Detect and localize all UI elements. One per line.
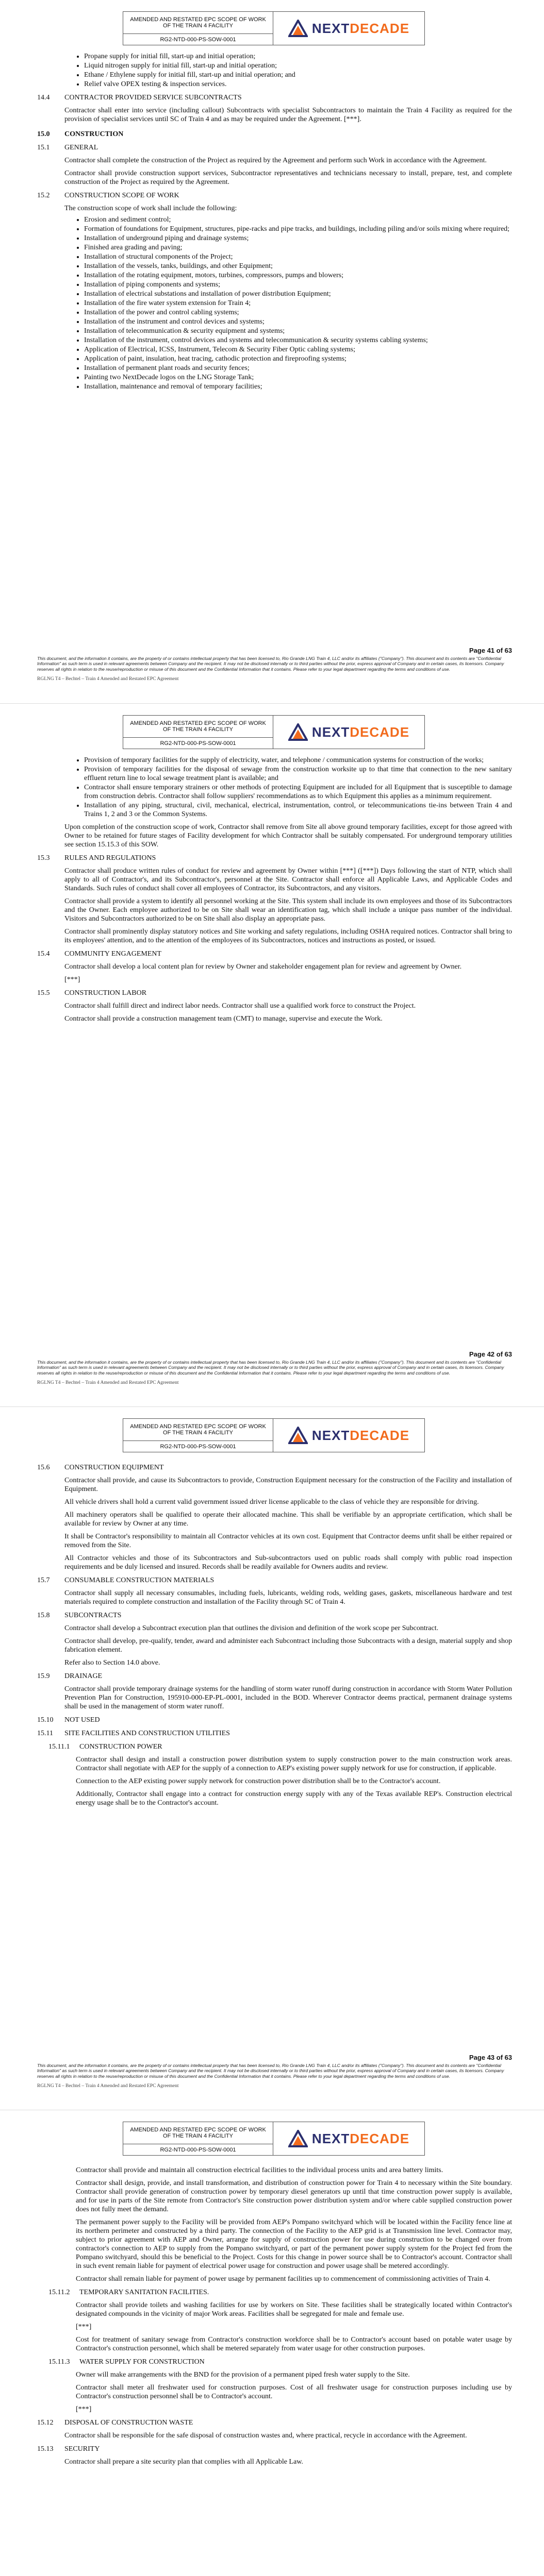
paragraph: Contractor shall develop a Subcontract execution plan that outlines the division and definition of the work scope per Subcontract. bbox=[64, 1624, 439, 1632]
bullet-item: • Installation of the vessels, tanks, buildings, and other Equipment; bbox=[84, 262, 512, 270]
section-title: SUBCONTRACTS bbox=[64, 1612, 122, 1619]
section-number: 15.6 bbox=[37, 1464, 50, 1471]
page-body bbox=[37, 755, 512, 1023]
page-header bbox=[123, 11, 425, 45]
company-logo bbox=[273, 2122, 424, 2155]
section-title: GENERAL bbox=[64, 144, 98, 151]
section-heading bbox=[37, 1672, 512, 1681]
bullet-item: • Installation of structural components of the Project; bbox=[84, 252, 512, 261]
bullet-item: • Installation of any piping, structural, civil, mechanical, electrical, instrumentation, control, or telecommunications tie-ins between Train 4 and Trains 1, 2 and 3 or the Common Systems. bbox=[84, 801, 512, 819]
bullet-item: • Liquid nitrogen supply for initial fill, start-up and initial operation; bbox=[84, 61, 512, 70]
section-title: NOT USED bbox=[64, 1716, 100, 1724]
paragraph: Contractor shall provide temporary drainage systems for the handling of storm water runoff during construction in accordance with Storm Water Pollution Prevention Plan for Construction, 195910-000-EP-PL-0001, included in the BOD. Wherever Contractor deems practical, permanent drainage systems shall be used in the management of storm water runoff. bbox=[64, 1685, 512, 1710]
section-title: CONTRACTOR PROVIDED SERVICE SUBCONTRACTS bbox=[64, 94, 242, 101]
header-doc-number: RG2-NTD-000-PS-SOW-0001 bbox=[123, 737, 273, 749]
nextdecade-logo-icon bbox=[288, 2130, 308, 2147]
section-heading bbox=[37, 1716, 512, 1724]
section-number: 14.4 bbox=[37, 94, 50, 101]
document-page-3 bbox=[0, 1406, 544, 2110]
company-logo bbox=[273, 12, 424, 45]
page-footer bbox=[37, 2054, 512, 2089]
header-doc-number: RG2-NTD-000-PS-SOW-0001 bbox=[123, 2144, 273, 2155]
paragraph: Contractor shall design, provide, and install transformation, and distribution of construction power for Train 4 to necessary within the Site boundary. Contractor shall provide generation of construction power by temporary diesel generators up until that time construction power supply is available, and for use in parts of the Site remote from Contractor's Site construction power distribution system and/or where cable supplied construction power does not fully meet the demand. bbox=[76, 2179, 512, 2213]
paragraph: Contractor shall provide a system to identify all personnel working at the Site. This system shall include its own employees and those of its Subcontractors and the Owner. Each employee authorized to be on Site shall wear an identification tag, which shall include a unique pass number of the individual. Visitors and Subcontractors authorized to be on Site shall also display an appropriate pass. bbox=[64, 897, 512, 923]
page-header bbox=[123, 2122, 425, 2156]
logo-text-next: NEXT bbox=[311, 2130, 350, 2146]
bullet-item: • Contractor shall ensure temporary strainers or other methods of protecting Equipment are included for all Equipment that is susceptible to damage from construction debris. Contractor shall follow suppliers' recommendations as to which Equipment this applies as a minimum requirement. bbox=[84, 783, 512, 801]
section-title: TEMPORARY SANITATION FACILITIES. bbox=[79, 2289, 209, 2296]
bullet-item: • Installation of the instrument, control devices and systems and telecommunication & security systems cabling systems; bbox=[84, 336, 512, 345]
section-heading bbox=[37, 1463, 512, 1472]
paragraph: Contractor shall enter into service (including callout) Subcontracts with specialist Subcontractors to maintain the Train 4 Facility as required for the provision of specialist services until SC of Train 4 and as may be required under the Agreement. [***]. bbox=[64, 107, 512, 123]
logo-wordmark bbox=[312, 21, 409, 37]
bullet-item: • Installation, maintenance and removal of temporary facilities; bbox=[84, 382, 512, 391]
section-title: SECURITY bbox=[64, 2445, 100, 2453]
section-number: 15.11.1 bbox=[48, 1743, 70, 1751]
page-header bbox=[123, 715, 425, 749]
bullet-item: • Formation of foundations for Equipment, structures, pipe-racks and pipe tracks, and buildings, including piling and/or soils mixing where required; bbox=[84, 225, 512, 233]
header-doc-number: RG2-NTD-000-PS-SOW-0001 bbox=[123, 1440, 273, 1452]
bullet-item: • Finished area grading and paving; bbox=[84, 243, 512, 252]
section-heading bbox=[37, 2445, 512, 2453]
section-title: DRAINAGE bbox=[64, 1672, 103, 1680]
section-title: CONSTRUCTION LABOR bbox=[64, 989, 147, 997]
header-title-line1: AMENDED AND RESTATED EPC SCOPE OF WORK bbox=[130, 2127, 266, 2133]
page-body bbox=[37, 52, 512, 392]
section-heading bbox=[37, 93, 512, 102]
paragraph: Additionally, Contractor shall engage into a contract for construction energy supply with any of the Texas available REP's. Construction electrical energy usage shall be to the Contractor's account. bbox=[76, 1790, 512, 1807]
section-number: 15.5 bbox=[37, 989, 50, 997]
section-heading bbox=[37, 2418, 512, 2427]
agreement-reference: RGLNG T4 – Bechtel – Train 4 Amended and Restated EPC Agreement bbox=[37, 2083, 179, 2089]
logo-text-decade: DECADE bbox=[350, 724, 410, 740]
bullet-item: • Provision of temporary facilities for the supply of electricity, water, and telephone / communication systems for construction of the works; bbox=[84, 756, 512, 765]
bullet-item: • Installation of the fire water system extension for Train 4; bbox=[84, 299, 512, 308]
section-number: 15.11 bbox=[37, 1730, 53, 1737]
logo-text-decade: DECADE bbox=[350, 20, 410, 36]
logo-text-decade: DECADE bbox=[350, 1427, 410, 1443]
bullet-list bbox=[74, 215, 512, 391]
bullet-item: • Relief valve OPEX testing & inspection services. bbox=[84, 80, 512, 89]
section-heading bbox=[37, 1729, 512, 1738]
paragraph: [***] bbox=[76, 2405, 92, 2413]
section-title: COMMUNITY ENGAGEMENT bbox=[64, 950, 162, 958]
nextdecade-logo-icon bbox=[288, 1427, 308, 1444]
logo-text-next: NEXT bbox=[311, 20, 350, 36]
section-title: CONSTRUCTION POWER bbox=[79, 1743, 162, 1751]
bullet-item: • Erosion and sediment control; bbox=[84, 215, 512, 224]
paragraph: [***] bbox=[76, 2323, 92, 2331]
header-title-line1: AMENDED AND RESTATED EPC SCOPE OF WORK bbox=[130, 1423, 266, 1430]
bullet-item: • Installation of telecommunication & security equipment and systems; bbox=[84, 327, 512, 335]
logo-text-next: NEXT bbox=[311, 1427, 350, 1443]
section-number: 15.8 bbox=[37, 1612, 50, 1619]
section-title: SITE FACILITIES AND CONSTRUCTION UTILITIES bbox=[64, 1730, 230, 1737]
paragraph: [***] bbox=[64, 976, 80, 984]
paragraph: Contractor shall provide construction support services, Subcontractor representatives and technicians necessary to install, prepare, test, and complete construction of the Project as required by the Agreement. bbox=[64, 170, 512, 186]
paragraph: The construction scope of work shall include the following: bbox=[64, 205, 237, 212]
section-number: 15.11.3 bbox=[48, 2358, 70, 2366]
subsection-heading bbox=[48, 1742, 512, 1751]
bullet-item: • Application of paint, insulation, heat tracing, cathodic protection and fireproofing systems; bbox=[84, 354, 512, 363]
header-title-block bbox=[123, 12, 273, 45]
bullet-item: • Provision of temporary facilities for the disposal of sewage from the construction worksite up to that time that connection to the new sanitary effluent return line to local sewage treatment plant is available; and bbox=[84, 765, 512, 783]
paragraph: The permanent power supply to the Facility will be provided from AEP's Pompano switchyard which will be located within the Facility fence line at its northern perimeter and constructed by a third party. The connection of the Facility to the AEP grid is at Transmission line level. Contractor may, subject to prior agreement with AEP and Owner, arrange for supply of construction power for use during construction to be changed over from contractor's connection to AEP to supply from the Pompano switchyard, or part of the permanent power supply system for the Project fed from the Pompano switchyard, should this be beneficial to the Project. Costs for this change in power source shall be to Contractor's account. Contractor shall in such event remain liable for payment of electrical power usage for construction and power usage shall be metered accordingly. bbox=[76, 2218, 512, 2270]
logo-text-decade: DECADE bbox=[350, 2130, 410, 2146]
header-title-line1: AMENDED AND RESTATED EPC SCOPE OF WORK bbox=[130, 16, 266, 23]
page-footer bbox=[37, 647, 512, 682]
header-title bbox=[123, 12, 273, 33]
paragraph: Refer also to Section 14.0 above. bbox=[64, 1659, 160, 1667]
bullet-item: • Installation of the rotating equipment, motors, turbines, compressors, pumps and blowers; bbox=[84, 271, 512, 280]
paragraph: It shall be Contractor's responsibility to maintain all Contractor vehicles at its own cost. Equipment that Contractor deems unfit shall be either repaired or removed from the Site. bbox=[64, 1533, 512, 1549]
section-number: 15.4 bbox=[37, 950, 50, 958]
bullet-item: • Installation of electrical substations and installation of power distribution Equipment; bbox=[84, 290, 512, 298]
paragraph: Contractor shall prepare a site security plan that complies with all Applicable Law. bbox=[64, 2458, 303, 2466]
section-number: 15.11.2 bbox=[48, 2289, 70, 2296]
header-title-line1: AMENDED AND RESTATED EPC SCOPE OF WORK bbox=[130, 720, 266, 726]
paragraph: Upon completion of the construction scope of work, Contractor shall remove from Site all above ground temporary facilities, except for those agreed with Owner to be retained for future stages of Facility development for which Contractor shall be suitably compensated. For underground temporary utilities see section 15.15.3 of this SOW. bbox=[64, 823, 512, 849]
page-body bbox=[37, 1459, 512, 1807]
section-title: CONSTRUCTION EQUIPMENT bbox=[64, 1464, 164, 1471]
paragraph: All Contractor vehicles and those of its Subcontractors and Sub-subcontractors used on public roads shall comply with public road inspection requirements and be duly licensed and insured. Records shall be readily available for Owners audits and review. bbox=[64, 1554, 512, 1571]
confidentiality-notice: This document, and the information it contains, are the property of or contains intellectual property that has been licensed to, Rio Grande LNG Train 4, LLC and/or its affiliates ("Company"). This document and its contents are "Confidential Information" as such term is used in relevant agreements between Company and the recipient. It may not be disclosed internally or to third parties without the prior, express approval of Company and in certain cases, its licensors. Company reserves all rights in relation to the reuse/reproduction or misuse of this document and the Confidential Information that it contains. Please refer to your legal department regarding the terms and conditions of use. bbox=[37, 2063, 504, 2079]
header-title-line2: OF THE TRAIN 4 FACILITY bbox=[163, 2133, 233, 2139]
section-heading bbox=[37, 130, 512, 139]
nextdecade-logo-icon bbox=[288, 723, 308, 741]
document-page-2 bbox=[0, 703, 544, 1406]
section-heading bbox=[37, 950, 512, 958]
paragraph: Contractor shall meter all freshwater used for construction purposes. Cost of all freshwater usage for construction purposes including use by Contractor's construction personnel shall be to Contractor's account. bbox=[76, 2384, 512, 2400]
bullet-item: • Installation of underground piping and drainage systems; bbox=[84, 234, 512, 243]
logo-wordmark bbox=[312, 724, 409, 740]
confidentiality-notice: This document, and the information it contains, are the property of or contains intellectual property that has been licensed to, Rio Grande LNG Train 4, LLC and/or its affiliates ("Company"). This document and its contents are "Confidential Information" as such term is used in relevant agreements between Company and the recipient. It may not be disclosed internally or to third parties without the prior, express approval of Company and in certain cases, its licensors. Company reserves all rights in relation to the reuse/reproduction or misuse of this document and the Confidential Information that it contains. Please refer to your legal department regarding the terms and conditions of use. bbox=[37, 1360, 504, 1376]
page-number: Page 43 of 63 bbox=[469, 2054, 512, 2061]
section-title: DISPOSAL OF CONSTRUCTION WASTE bbox=[64, 2419, 193, 2427]
paragraph: Contractor shall prominently display statutory notices and Site working and safety regulations, including OSHA required notices. Contractor shall bring to its employees' attention, and to the attention of the employees of its Subcontractors, notices and instructions as posted, or issued. bbox=[64, 928, 512, 944]
nextdecade-logo-icon bbox=[288, 20, 308, 37]
section-heading bbox=[37, 191, 512, 200]
section-heading bbox=[37, 143, 512, 152]
section-heading bbox=[37, 1611, 512, 1620]
paragraph: Contractor shall provide, and cause its Subcontractors to provide, Construction Equipment necessary for the construction of the Facility and installation of Equipment. bbox=[64, 1477, 512, 1493]
bullet-item: • Installation of the power and control cabling systems; bbox=[84, 308, 512, 317]
agreement-reference: RGLNG T4 – Bechtel – Train 4 Amended and Restated EPC Agreement bbox=[37, 1380, 179, 1386]
section-title: CONSTRUCTION bbox=[64, 130, 124, 138]
header-title bbox=[123, 2122, 273, 2144]
paragraph: Contractor shall complete the construction of the Project as required by the Agreement and perform such Work in accordance with the Agreement. bbox=[64, 157, 487, 164]
confidentiality-notice: This document, and the information it contains, are the property of or contains intellectual property that has been licensed to, Rio Grande LNG Train 4, LLC and/or its affiliates ("Company"). This document and its contents are "Confidential Information" as such term is used in relevant agreements between Company and the recipient. It may not be disclosed internally or to third parties without the prior, express approval of Company and in certain cases, its licensors. Company reserves all rights in relation to the reuse/reproduction or misuse of this document and the Confidential Information that it contains. Please refer to your legal department regarding the terms and conditions of use. bbox=[37, 656, 504, 672]
paragraph: Contractor shall develop, pre-qualify, tender, award and administer each Subcontract including those Subcontracts with a design, material supply and shop fabrication element. bbox=[64, 1637, 512, 1654]
paragraph: Contractor shall fulfill direct and indirect labor needs. Contractor shall use a qualified work force to construct the Project. bbox=[64, 1002, 416, 1010]
header-title-line2: OF THE TRAIN 4 FACILITY bbox=[163, 726, 233, 733]
section-title: RULES AND REGULATIONS bbox=[64, 854, 156, 862]
paragraph: Contractor shall provide a construction management team (CMT) to manage, supervise and execute the Work. bbox=[64, 1015, 383, 1023]
section-title: CONSUMABLE CONSTRUCTION MATERIALS bbox=[64, 1577, 215, 1584]
document-page-4 bbox=[0, 2110, 544, 2576]
logo-wordmark bbox=[312, 1428, 409, 1444]
company-logo bbox=[273, 716, 424, 749]
paragraph: Contractor shall produce written rules of conduct for review and agreement by Owner within [***] ([***]) Days following the start of NTP, which shall apply to all of Contractor's, and its Subcontractor's, personnel at the Site. Contractor shall enforce all Applicable Laws, and Applicable Codes and Standards. Such rules of conduct shall cover all employees of Contractor, its Subcontractors, and any visitors. bbox=[64, 867, 512, 892]
header-title bbox=[123, 1419, 273, 1440]
page-body bbox=[37, 2162, 512, 2466]
bullet-item: • Installation of piping components and systems; bbox=[84, 280, 512, 289]
document-page-1 bbox=[0, 0, 544, 703]
paragraph: Owner will make arrangements with the BND for the provision of a permanent piped fresh water supply to the Site. bbox=[76, 2371, 410, 2379]
section-heading bbox=[37, 989, 512, 997]
bullet-item: • Ethane / Ethylene supply for initial fill, start-up and initial operation; and bbox=[84, 71, 512, 79]
section-number: 15.1 bbox=[37, 144, 50, 151]
paragraph: Contractor shall supply all necessary consumables, including fuels, lubricants, welding rods, welding gases, gaskets, miscellaneous hardware and test materials required to complete construction and installation of the Facility through SC of Train 4. bbox=[64, 1589, 512, 1606]
section-number: 15.0 bbox=[37, 130, 50, 138]
header-title bbox=[123, 716, 273, 737]
bullet-item: • Propane supply for initial fill, start-up and initial operation; bbox=[84, 52, 512, 61]
header-doc-number: RG2-NTD-000-PS-SOW-0001 bbox=[123, 33, 273, 45]
bullet-list bbox=[74, 756, 512, 819]
section-heading bbox=[37, 854, 512, 862]
paragraph: Contractor shall remain liable for payment of power usage by permanent facilities up to commencement of commissioning activities of Train 4. bbox=[76, 2275, 490, 2283]
subsection-heading bbox=[48, 2358, 512, 2366]
header-title-block bbox=[123, 716, 273, 749]
section-number: 15.10 bbox=[37, 1716, 54, 1724]
bullet-item: • Application of Electrical, ICSS, Instrument, Telecom & Security Fiber Optic cabling systems; bbox=[84, 345, 512, 354]
page-footer bbox=[37, 1350, 512, 1385]
subsection-heading bbox=[48, 2288, 512, 2297]
company-logo bbox=[273, 1419, 424, 1452]
logo-text-next: NEXT bbox=[311, 724, 350, 740]
paragraph: Contractor shall provide and maintain all construction electrical facilities to the individual process units and area battery limits. bbox=[76, 2166, 443, 2174]
paragraph: Contractor shall provide toilets and washing facilities for use by workers on Site. These facilities shall be strategically located within Contractor's designated compounds in the vicinity of major Work areas. Facilities shall be segregated for male and female use. bbox=[76, 2301, 512, 2318]
paragraph: Contractor shall be responsible for the safe disposal of construction wastes and, where practical, recycle in accordance with the Agreement. bbox=[64, 2432, 467, 2439]
bullet-item: • Installation of permanent plant roads and security fences; bbox=[84, 364, 512, 372]
paragraph: Contractor shall design and install a construction power distribution system to supply construction power to the main construction work areas. Contractor shall negotiate with AEP for the supply of a connection to AEP's existing power supply network for use for construction, if applicable. bbox=[76, 1756, 512, 1772]
paragraph: Connection to the AEP existing power supply network for construction power distribution shall be to the Contractor's account. bbox=[76, 1777, 441, 1785]
section-number: 15.2 bbox=[37, 192, 50, 199]
section-number: 15.12 bbox=[37, 2419, 54, 2427]
section-number: 15.13 bbox=[37, 2445, 54, 2453]
page-number: Page 41 of 63 bbox=[469, 647, 512, 654]
header-title-block bbox=[123, 1419, 273, 1452]
section-title: CONSTRUCTION SCOPE OF WORK bbox=[64, 192, 179, 199]
paragraph: All machinery operators shall be qualified to operate their allocated machine. This shall be verifiable by an appropriate certification, which shall be available for review by Owner at any time. bbox=[64, 1511, 512, 1528]
paragraph: All vehicle drivers shall hold a current valid government issued driver license applicable to the class of vehicle they are responsible for driving. bbox=[64, 1498, 479, 1506]
logo-wordmark bbox=[312, 2131, 409, 2147]
header-title-line2: OF THE TRAIN 4 FACILITY bbox=[163, 23, 233, 29]
header-title-block bbox=[123, 2122, 273, 2155]
paragraph: Cost for treatment of sanitary sewage from Contractor's construction workforce shall be to Contractor's account based on potable water usage by Contractor's construction personnel, which shall be metered separately from water usage for other construction purposes. bbox=[76, 2336, 512, 2352]
header-title-line2: OF THE TRAIN 4 FACILITY bbox=[163, 1430, 233, 1436]
section-number: 15.7 bbox=[37, 1577, 50, 1584]
paragraph: Contractor shall develop a local content plan for review by Owner and stakeholder engagement plan for review and agreement by Owner. bbox=[64, 963, 462, 971]
page-number: Page 42 of 63 bbox=[469, 1350, 512, 1358]
bullet-item: • Installation of the instrument and control devices and systems; bbox=[84, 317, 512, 326]
agreement-reference: RGLNG T4 – Bechtel – Train 4 Amended and Restated EPC Agreement bbox=[37, 676, 179, 682]
section-number: 15.3 bbox=[37, 854, 50, 862]
section-heading bbox=[37, 1576, 512, 1585]
section-number: 15.9 bbox=[37, 1672, 50, 1680]
bullet-list bbox=[74, 52, 512, 89]
bullet-item: • Painting two NextDecade logos on the LNG Storage Tank; bbox=[84, 373, 512, 382]
page-header bbox=[123, 1418, 425, 1452]
section-title: WATER SUPPLY FOR CONSTRUCTION bbox=[79, 2358, 205, 2366]
